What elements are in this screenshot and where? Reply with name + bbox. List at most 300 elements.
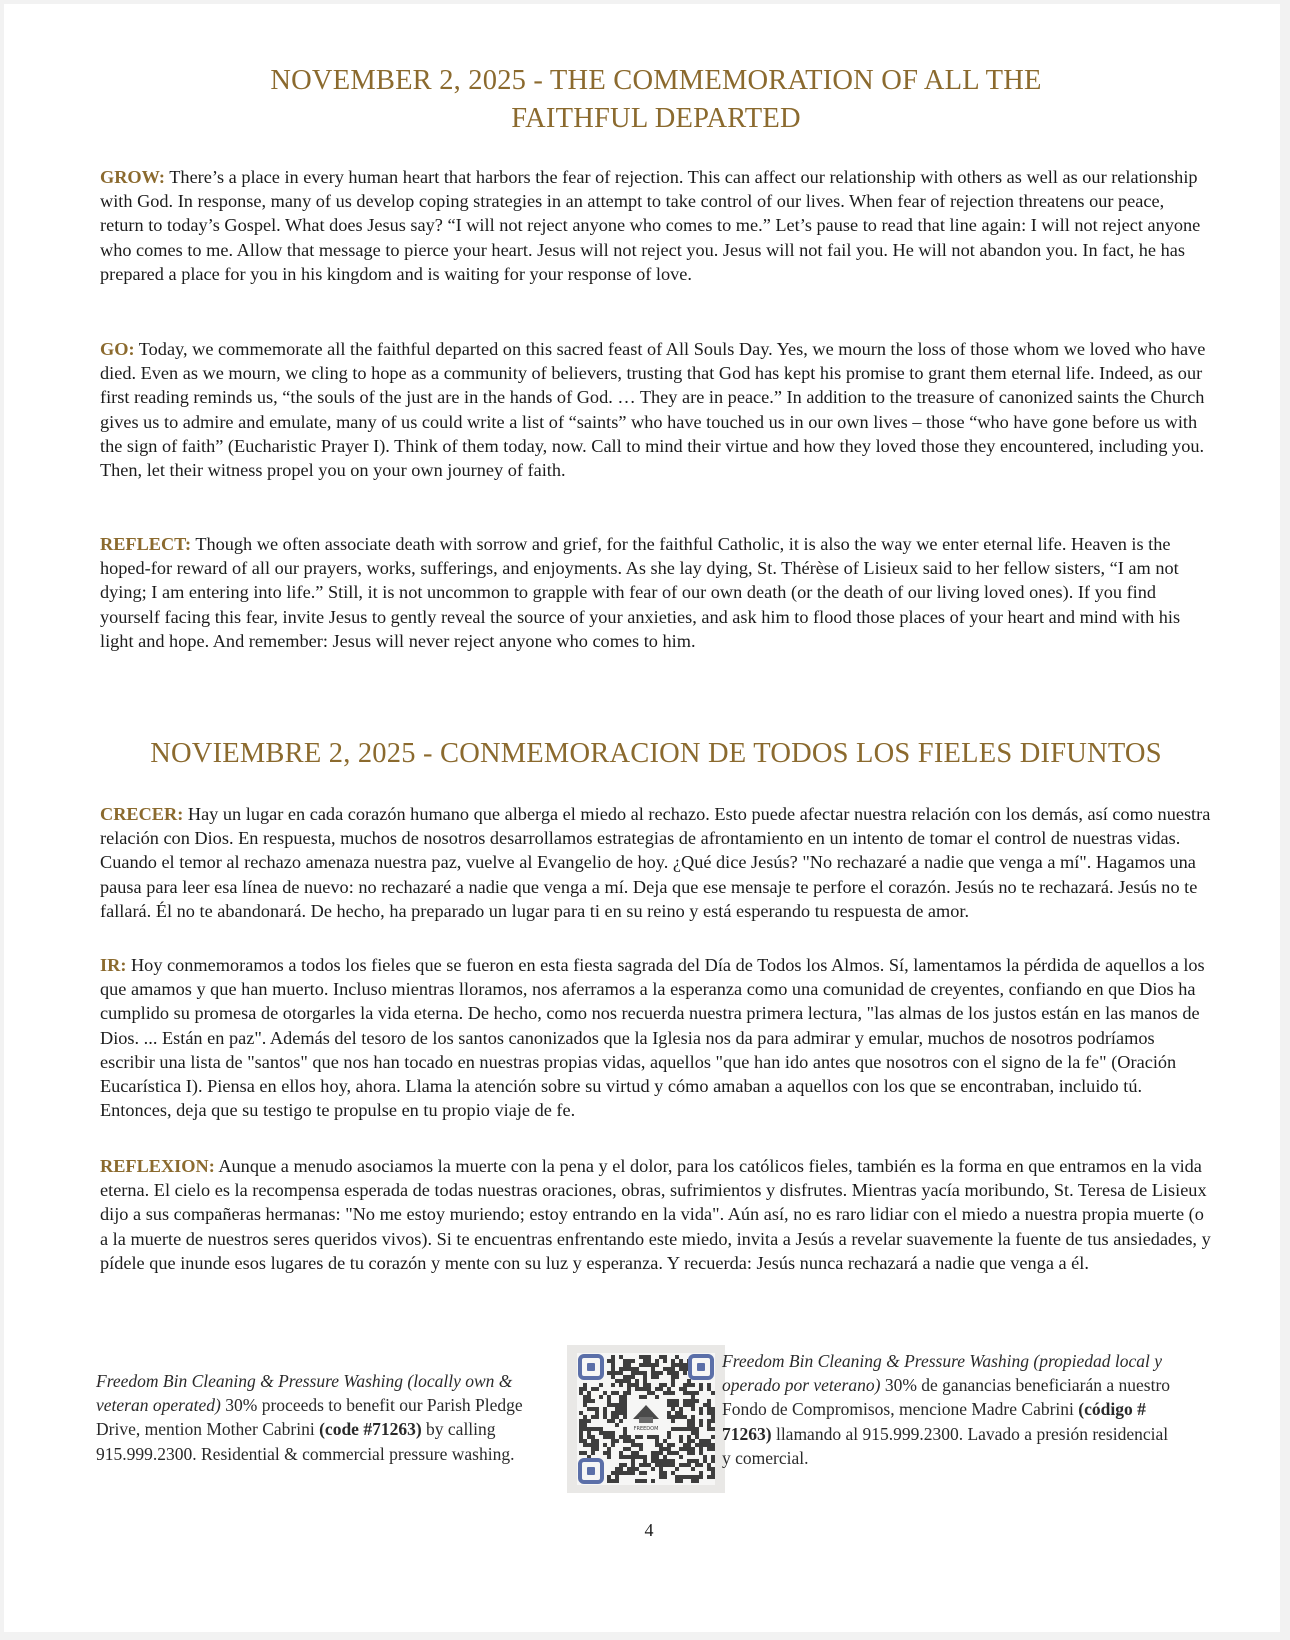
- qr-module: [675, 1451, 679, 1455]
- qr-module: [659, 1459, 663, 1463]
- qr-module: [655, 1443, 659, 1447]
- qr-module: [711, 1475, 715, 1479]
- qr-module: [659, 1451, 663, 1455]
- qr-module: [627, 1383, 631, 1387]
- qr-module: [667, 1435, 671, 1439]
- qr-module: [595, 1427, 599, 1431]
- qr-module: [619, 1403, 623, 1407]
- qr-module: [643, 1387, 647, 1391]
- qr-module: [635, 1371, 639, 1375]
- qr-module: [651, 1363, 655, 1367]
- qr-module: [671, 1451, 675, 1455]
- qr-module: [639, 1471, 643, 1475]
- qr-module: [627, 1367, 631, 1371]
- qr-module: [583, 1451, 587, 1455]
- qr-module: [659, 1471, 663, 1475]
- qr-module: [623, 1455, 627, 1459]
- qr-module: [587, 1407, 591, 1411]
- qr-module: [699, 1475, 703, 1479]
- qr-module: [691, 1423, 695, 1427]
- qr-module: [683, 1391, 687, 1395]
- qr-module: [603, 1451, 607, 1455]
- qr-module: [707, 1439, 711, 1443]
- qr-module: [707, 1411, 711, 1415]
- qr-module: [675, 1479, 679, 1483]
- reflexion-paragraph: [100, 1154, 1212, 1275]
- qr-module: [631, 1463, 635, 1467]
- qr-module: [583, 1387, 587, 1391]
- qr-module: [711, 1443, 715, 1447]
- qr-module: [623, 1471, 627, 1475]
- qr-module: [623, 1391, 627, 1395]
- qr-module: [623, 1379, 627, 1383]
- qr-module: [607, 1447, 611, 1451]
- qr-module: [619, 1463, 623, 1467]
- qr-module: [707, 1419, 711, 1423]
- go-text: Today, we commemorate all the faithful departed on this sacred feast of All Souls Day. Yes, we mourn the loss of those whom we loved who have died. Even as we mourn, we cling to hope as a community of believers, trusting that God has kept his promise to grant them eternal life. Indeed, as our first reading reminds us, “the souls of the just are in the hands of God. … They are in peace.” In addition to the treasure of canonized saints the Church gives us to admire and emulate, many of us could write a list of “saints” who have touched us in our own lives – those “who have gone before us with the sign of faith” (Eucharistic Prayer I). Think of them today, now. Call to mind their virtue and how they loved those they encountered, including you. Then, let their witness propel you on your own journey of faith.: [100, 339, 1206, 481]
- qr-module: [671, 1459, 675, 1463]
- qr-module: [635, 1451, 639, 1455]
- qr-module: [635, 1479, 639, 1483]
- qr-module: [663, 1355, 667, 1359]
- qr-module: [631, 1455, 635, 1459]
- qr-module: [699, 1447, 703, 1451]
- qr-module: [683, 1427, 687, 1431]
- qr-module: [707, 1475, 711, 1479]
- qr-module: [655, 1463, 659, 1467]
- qr-module: [643, 1383, 647, 1387]
- qr-module: [687, 1443, 691, 1447]
- qr-module: [667, 1387, 671, 1391]
- qr-module: [671, 1379, 675, 1383]
- qr-module: [699, 1407, 703, 1411]
- qr-module: [603, 1391, 607, 1395]
- qr-module: [707, 1387, 711, 1391]
- qr-module: [643, 1359, 647, 1363]
- qr-module: [675, 1363, 679, 1367]
- qr-module: [583, 1427, 587, 1431]
- reflect-paragraph: [100, 532, 1212, 653]
- qr-module: [615, 1475, 619, 1479]
- qr-module: [619, 1407, 623, 1411]
- qr-module: [699, 1471, 703, 1475]
- qr-module: [655, 1359, 659, 1363]
- qr-module: [655, 1459, 659, 1463]
- qr-module: [619, 1367, 623, 1371]
- qr-module: [691, 1383, 695, 1387]
- qr-module: [679, 1463, 683, 1467]
- qr-module: [671, 1363, 675, 1367]
- qr-module: [647, 1387, 651, 1391]
- qr-module: [619, 1395, 623, 1399]
- qr-module: [659, 1387, 663, 1391]
- qr-module: [579, 1411, 583, 1415]
- qr-module: [647, 1463, 651, 1467]
- qr-module: [591, 1451, 595, 1455]
- qr-module: [611, 1411, 615, 1415]
- qr-module: [623, 1375, 627, 1379]
- qr-code-graphic: [567, 1345, 725, 1493]
- qr-module: [659, 1467, 663, 1471]
- qr-module: [691, 1431, 695, 1435]
- qr-module: [607, 1399, 611, 1403]
- qr-module: [651, 1391, 655, 1395]
- qr-module: [655, 1451, 659, 1455]
- qr-module: [635, 1435, 639, 1439]
- qr-module: [671, 1403, 675, 1407]
- qr-module: [591, 1407, 595, 1411]
- qr-module: [611, 1403, 615, 1407]
- qr-module: [603, 1443, 607, 1447]
- qr-module: [603, 1407, 607, 1411]
- qr-module: [647, 1391, 651, 1395]
- qr-module: [631, 1383, 635, 1387]
- crecer-section: [100, 802, 1212, 923]
- qr-module: [659, 1447, 663, 1451]
- qr-module: [687, 1463, 691, 1467]
- qr-module: [639, 1479, 643, 1483]
- qr-module: [651, 1435, 655, 1439]
- qr-module: [667, 1391, 671, 1395]
- qr-module: [591, 1447, 595, 1451]
- qr-module: [659, 1355, 663, 1359]
- qr-module: [703, 1459, 707, 1463]
- qr-module: [711, 1411, 715, 1415]
- qr-module: [587, 1391, 591, 1395]
- qr-module: [639, 1371, 643, 1375]
- qr-module: [611, 1383, 615, 1387]
- qr-module: [699, 1451, 703, 1455]
- qr-module: [579, 1439, 583, 1443]
- qr-module: [711, 1435, 715, 1439]
- qr-module: [687, 1403, 691, 1407]
- qr-module: [683, 1415, 687, 1419]
- qr-module: [643, 1463, 647, 1467]
- qr-module: [671, 1359, 675, 1363]
- qr-module: [667, 1371, 671, 1375]
- qr-module: [603, 1435, 607, 1439]
- qr-module: [683, 1399, 687, 1403]
- crecer-paragraph: [100, 802, 1212, 923]
- qr-module: [683, 1371, 687, 1375]
- qr-module: [623, 1407, 627, 1411]
- qr-module: [647, 1363, 651, 1367]
- qr-module: [647, 1359, 651, 1363]
- qr-module: [691, 1451, 695, 1455]
- qr-module: [603, 1411, 607, 1415]
- qr-module: [675, 1467, 679, 1471]
- qr-module: [615, 1479, 619, 1483]
- qr-module: [711, 1455, 715, 1459]
- qr-module: [643, 1371, 647, 1375]
- qr-module: [671, 1427, 675, 1431]
- go-paragraph: [100, 337, 1212, 482]
- qr-module: [623, 1427, 627, 1431]
- ir-text: Hoy conmemoramos a todos los fieles que se fueron en esta fiesta sagrada del Día de Todos los Almos. Sí, lamentamos la pérdida de aquellos a los que amamos y que han muerto. Incluso mientras lloramos, nos aferramos a la esperanza como una comunidad de creyentes, confiando en que Dios ha cumplido su promesa de otorgarles la vida eterna. De hecho, como nos recuerda nuestra primera lectura, "las almas de los justos están en las manos de Dios. ... Están en paz". Además del tesoro de los santos canonizados que la Iglesia nos da para admirar y emular, muchos de nosotros podríamos escribir una lista de "santos" que nos han tocado en nuestras propias vidas, aquellos "que han ido antes que nosotros con el signo de la fe" (Oración Eucarística I). Piensa en ellos hoy, ahora. Llama la atención sobre su virtud y cómo amaban a aquellos con los que se encontraban, incluido tú. Entonces, deja que su testigo te propulse en tu propio viaje de fe.: [100, 955, 1205, 1121]
- qr-module: [703, 1455, 707, 1459]
- qr-module: [695, 1435, 699, 1439]
- qr-module: [627, 1379, 631, 1383]
- qr-module: [587, 1427, 591, 1431]
- qr-module: [631, 1443, 635, 1447]
- qr-module: [699, 1439, 703, 1443]
- qr-module: [591, 1415, 595, 1419]
- qr-module: [687, 1447, 691, 1451]
- qr-module: [583, 1439, 587, 1443]
- go-section: [100, 337, 1212, 482]
- qr-module: [675, 1371, 679, 1375]
- qr-module: [595, 1439, 599, 1443]
- qr-module: [683, 1447, 687, 1451]
- english-title-line2: FAITHFUL DEPARTED: [511, 103, 801, 134]
- spanish-title: NOVIEMBRE 2, 2025 - CONMEMORACION DE TODOS LOS FIELES DIFUNTOS: [150, 738, 1162, 769]
- qr-module: [579, 1391, 583, 1395]
- spanish-section: [100, 735, 1212, 773]
- qr-module: [687, 1423, 691, 1427]
- qr-module: [623, 1411, 627, 1415]
- qr-module: [711, 1419, 715, 1423]
- qr-module: [591, 1439, 595, 1443]
- qr-module: [691, 1391, 695, 1395]
- qr-module: [687, 1419, 691, 1423]
- qr-module: [607, 1371, 611, 1375]
- qr-module: [687, 1391, 691, 1395]
- qr-module: [667, 1403, 671, 1407]
- qr-module: [675, 1415, 679, 1419]
- qr-module: [627, 1391, 631, 1395]
- qr-module: [591, 1435, 595, 1439]
- qr-module: [619, 1411, 623, 1415]
- ir-label: IR:: [100, 955, 127, 975]
- grow-section: [100, 165, 1212, 286]
- qr-module: [663, 1439, 667, 1443]
- qr-module: [647, 1355, 651, 1359]
- qr-module: [639, 1363, 643, 1367]
- qr-module: [655, 1363, 659, 1367]
- qr-module: [707, 1403, 711, 1407]
- qr-code[interactable]: [567, 1345, 725, 1493]
- qr-module: [607, 1419, 611, 1423]
- qr-module: [635, 1455, 639, 1459]
- ad-spanish-text1: 30% de ganancias beneficiarán a nuestro Fondo de Compromisos, mencione Madre Cabrini: [722, 1375, 1171, 1420]
- qr-module: [619, 1399, 623, 1403]
- qr-module: [663, 1367, 667, 1371]
- qr-module: [615, 1391, 619, 1395]
- qr-module: [587, 1419, 591, 1423]
- qr-module: [615, 1423, 619, 1427]
- qr-module: [683, 1387, 687, 1391]
- qr-module: [643, 1395, 647, 1399]
- qr-module: [611, 1371, 615, 1375]
- qr-module: [623, 1359, 627, 1363]
- qr-module: [655, 1435, 659, 1439]
- qr-module: [611, 1375, 615, 1379]
- qr-module: [671, 1419, 675, 1423]
- qr-module: [695, 1459, 699, 1463]
- qr-module: [643, 1375, 647, 1379]
- qr-module: [679, 1455, 683, 1459]
- qr-module: [619, 1419, 623, 1423]
- qr-module: [623, 1463, 627, 1467]
- qr-module: [687, 1435, 691, 1439]
- qr-module: [683, 1475, 687, 1479]
- grow-label: GROW:: [100, 167, 166, 187]
- qr-module: [611, 1355, 615, 1359]
- qr-module: [711, 1471, 715, 1475]
- qr-module: [707, 1383, 711, 1387]
- ad-english-code: (code #71263): [319, 1419, 422, 1440]
- qr-module: [627, 1387, 631, 1391]
- qr-module: [671, 1463, 675, 1467]
- qr-module: [707, 1447, 711, 1451]
- qr-module: [639, 1387, 643, 1391]
- qr-module: [627, 1447, 631, 1451]
- qr-module: [707, 1407, 711, 1411]
- qr-module: [695, 1391, 699, 1395]
- qr-module: [687, 1459, 691, 1463]
- qr-module: [659, 1371, 663, 1375]
- qr-module: [615, 1439, 619, 1443]
- qr-module: [643, 1355, 647, 1359]
- qr-module: [599, 1395, 603, 1399]
- qr-module: [623, 1363, 627, 1367]
- qr-module: [631, 1359, 635, 1363]
- qr-module: [607, 1403, 611, 1407]
- qr-module: [663, 1447, 667, 1451]
- qr-module: [583, 1399, 587, 1403]
- qr-module: [679, 1363, 683, 1367]
- qr-module: [675, 1475, 679, 1479]
- qr-module: [591, 1399, 595, 1403]
- qr-module: [707, 1467, 711, 1471]
- qr-module: [587, 1443, 591, 1447]
- qr-module: [595, 1387, 599, 1391]
- qr-module: [591, 1427, 595, 1431]
- qr-module: [663, 1471, 667, 1475]
- qr-module: [635, 1383, 639, 1387]
- qr-module: [687, 1399, 691, 1403]
- qr-module: [679, 1435, 683, 1439]
- qr-module: [675, 1355, 679, 1359]
- qr-module: [671, 1375, 675, 1379]
- qr-module: [619, 1435, 623, 1439]
- qr-module: [699, 1419, 703, 1423]
- qr-module: [639, 1447, 643, 1451]
- qr-module: [675, 1403, 679, 1407]
- qr-module: [651, 1459, 655, 1463]
- qr-module: [579, 1451, 583, 1455]
- qr-module: [607, 1395, 611, 1399]
- qr-module: [679, 1479, 683, 1483]
- qr-module: [655, 1455, 659, 1459]
- qr-module: [635, 1443, 639, 1447]
- qr-module: [683, 1383, 687, 1387]
- qr-module: [711, 1391, 715, 1395]
- qr-module: [623, 1367, 627, 1371]
- qr-module: [611, 1415, 615, 1419]
- qr-module: [671, 1383, 675, 1387]
- qr-module: [711, 1407, 715, 1411]
- qr-module: [691, 1399, 695, 1403]
- reflexion-label: REFLEXION:: [100, 1156, 215, 1176]
- qr-module: [659, 1463, 663, 1467]
- qr-module: [707, 1463, 711, 1467]
- qr-module: [643, 1471, 647, 1475]
- qr-module: [607, 1431, 611, 1435]
- qr-module: [679, 1447, 683, 1451]
- qr-module: [623, 1415, 627, 1419]
- ad-spanish-business: Freedom Bin Cleaning & Pressure Washing (propiedad local y operado por veterano): [722, 1351, 1163, 1396]
- qr-module: [651, 1479, 655, 1483]
- qr-module: [587, 1395, 591, 1399]
- crecer-text: Hay un lugar en cada corazón humano que alberga el miedo al rechazo. Esto puede afectar nuestra relación con los demás, así como nuestra relación con Dios. En respuesta, muchos de nosotros desarrollamos estrategias de afrontamiento en un intento de tomar el control de nuestras vidas. Cuando el temor al rechazo amenaza nuestra paz, vuelve al Evangelio de hoy. ¿Qué dice Jesús? "No rechazaré a nadie que venga a mí". Hagamos una pausa para leer esa línea de nuevo: no rechazaré a nadie que venga a mí. Deja que ese mensaje te perfore el corazón. Jesús no te rechazará. Jesús no te fallará. Él no te abandonará. De hecho, ha preparado un lugar para ti en su reino y está esperando tu respuesta de amor.: [100, 804, 1211, 921]
- qr-module: [671, 1399, 675, 1403]
- qr-module: [627, 1359, 631, 1363]
- qr-module: [679, 1475, 683, 1479]
- qr-module: [595, 1411, 599, 1415]
- qr-module: [663, 1391, 667, 1395]
- qr-module: [667, 1367, 671, 1371]
- english-section: [100, 62, 1212, 138]
- qr-module: [615, 1407, 619, 1411]
- qr-module: [643, 1363, 647, 1367]
- qr-module: [583, 1403, 587, 1407]
- qr-module: [659, 1443, 663, 1447]
- qr-module: [607, 1455, 611, 1459]
- qr-module: [627, 1471, 631, 1475]
- qr-module: [619, 1371, 623, 1375]
- qr-module: [695, 1431, 699, 1435]
- qr-module: [611, 1435, 615, 1439]
- qr-module: [631, 1467, 635, 1471]
- qr-module: [627, 1435, 631, 1439]
- qr-module: [659, 1383, 663, 1387]
- qr-module: [651, 1375, 655, 1379]
- qr-module: [699, 1411, 703, 1415]
- reflect-text: Though we often associate death with sorrow and grief, for the faithful Catholic, it is also the way we enter eternal life. Heaven is the hoped-for reward of all our prayers, works, sufferings, and enjoyments. As she lay dying, St. Thérèse of Lisieux said to her fellow sisters, “I am not dying; I am entering into life.” Still, it is not uncommon to grapple with fear of our own death (or the death of our living loved ones). If you find yourself facing this fear, invite Jesus to gently reveal the source of your anxieties, and ask him to flood those places of your heart and mind with his light and hope. And remember: Jesus will never reject anyone who comes to him.: [100, 534, 1181, 651]
- qr-module: [631, 1471, 635, 1475]
- qr-module: [583, 1419, 587, 1423]
- qr-module: [663, 1475, 667, 1479]
- qr-module: [691, 1427, 695, 1431]
- qr-module: [615, 1403, 619, 1407]
- qr-module: [599, 1431, 603, 1435]
- qr-module: [611, 1439, 615, 1443]
- qr-module: [687, 1475, 691, 1479]
- english-title: [100, 62, 1212, 138]
- qr-module: [579, 1423, 583, 1427]
- qr-module: [683, 1463, 687, 1467]
- qr-module: [679, 1411, 683, 1415]
- qr-module: [603, 1415, 607, 1419]
- qr-module: [707, 1399, 711, 1403]
- qr-module: [631, 1451, 635, 1455]
- qr-module: [615, 1411, 619, 1415]
- qr-module: [671, 1391, 675, 1395]
- qr-module: [631, 1439, 635, 1443]
- qr-module: [615, 1471, 619, 1475]
- qr-module: [675, 1375, 679, 1379]
- qr-module: [607, 1359, 611, 1363]
- qr-module: [691, 1439, 695, 1443]
- qr-module: [619, 1383, 623, 1387]
- qr-module: [707, 1423, 711, 1427]
- go-label: GO:: [100, 339, 135, 359]
- qr-module: [627, 1375, 631, 1379]
- qr-module: [643, 1455, 647, 1459]
- qr-module: [623, 1435, 627, 1439]
- qr-module: [639, 1463, 643, 1467]
